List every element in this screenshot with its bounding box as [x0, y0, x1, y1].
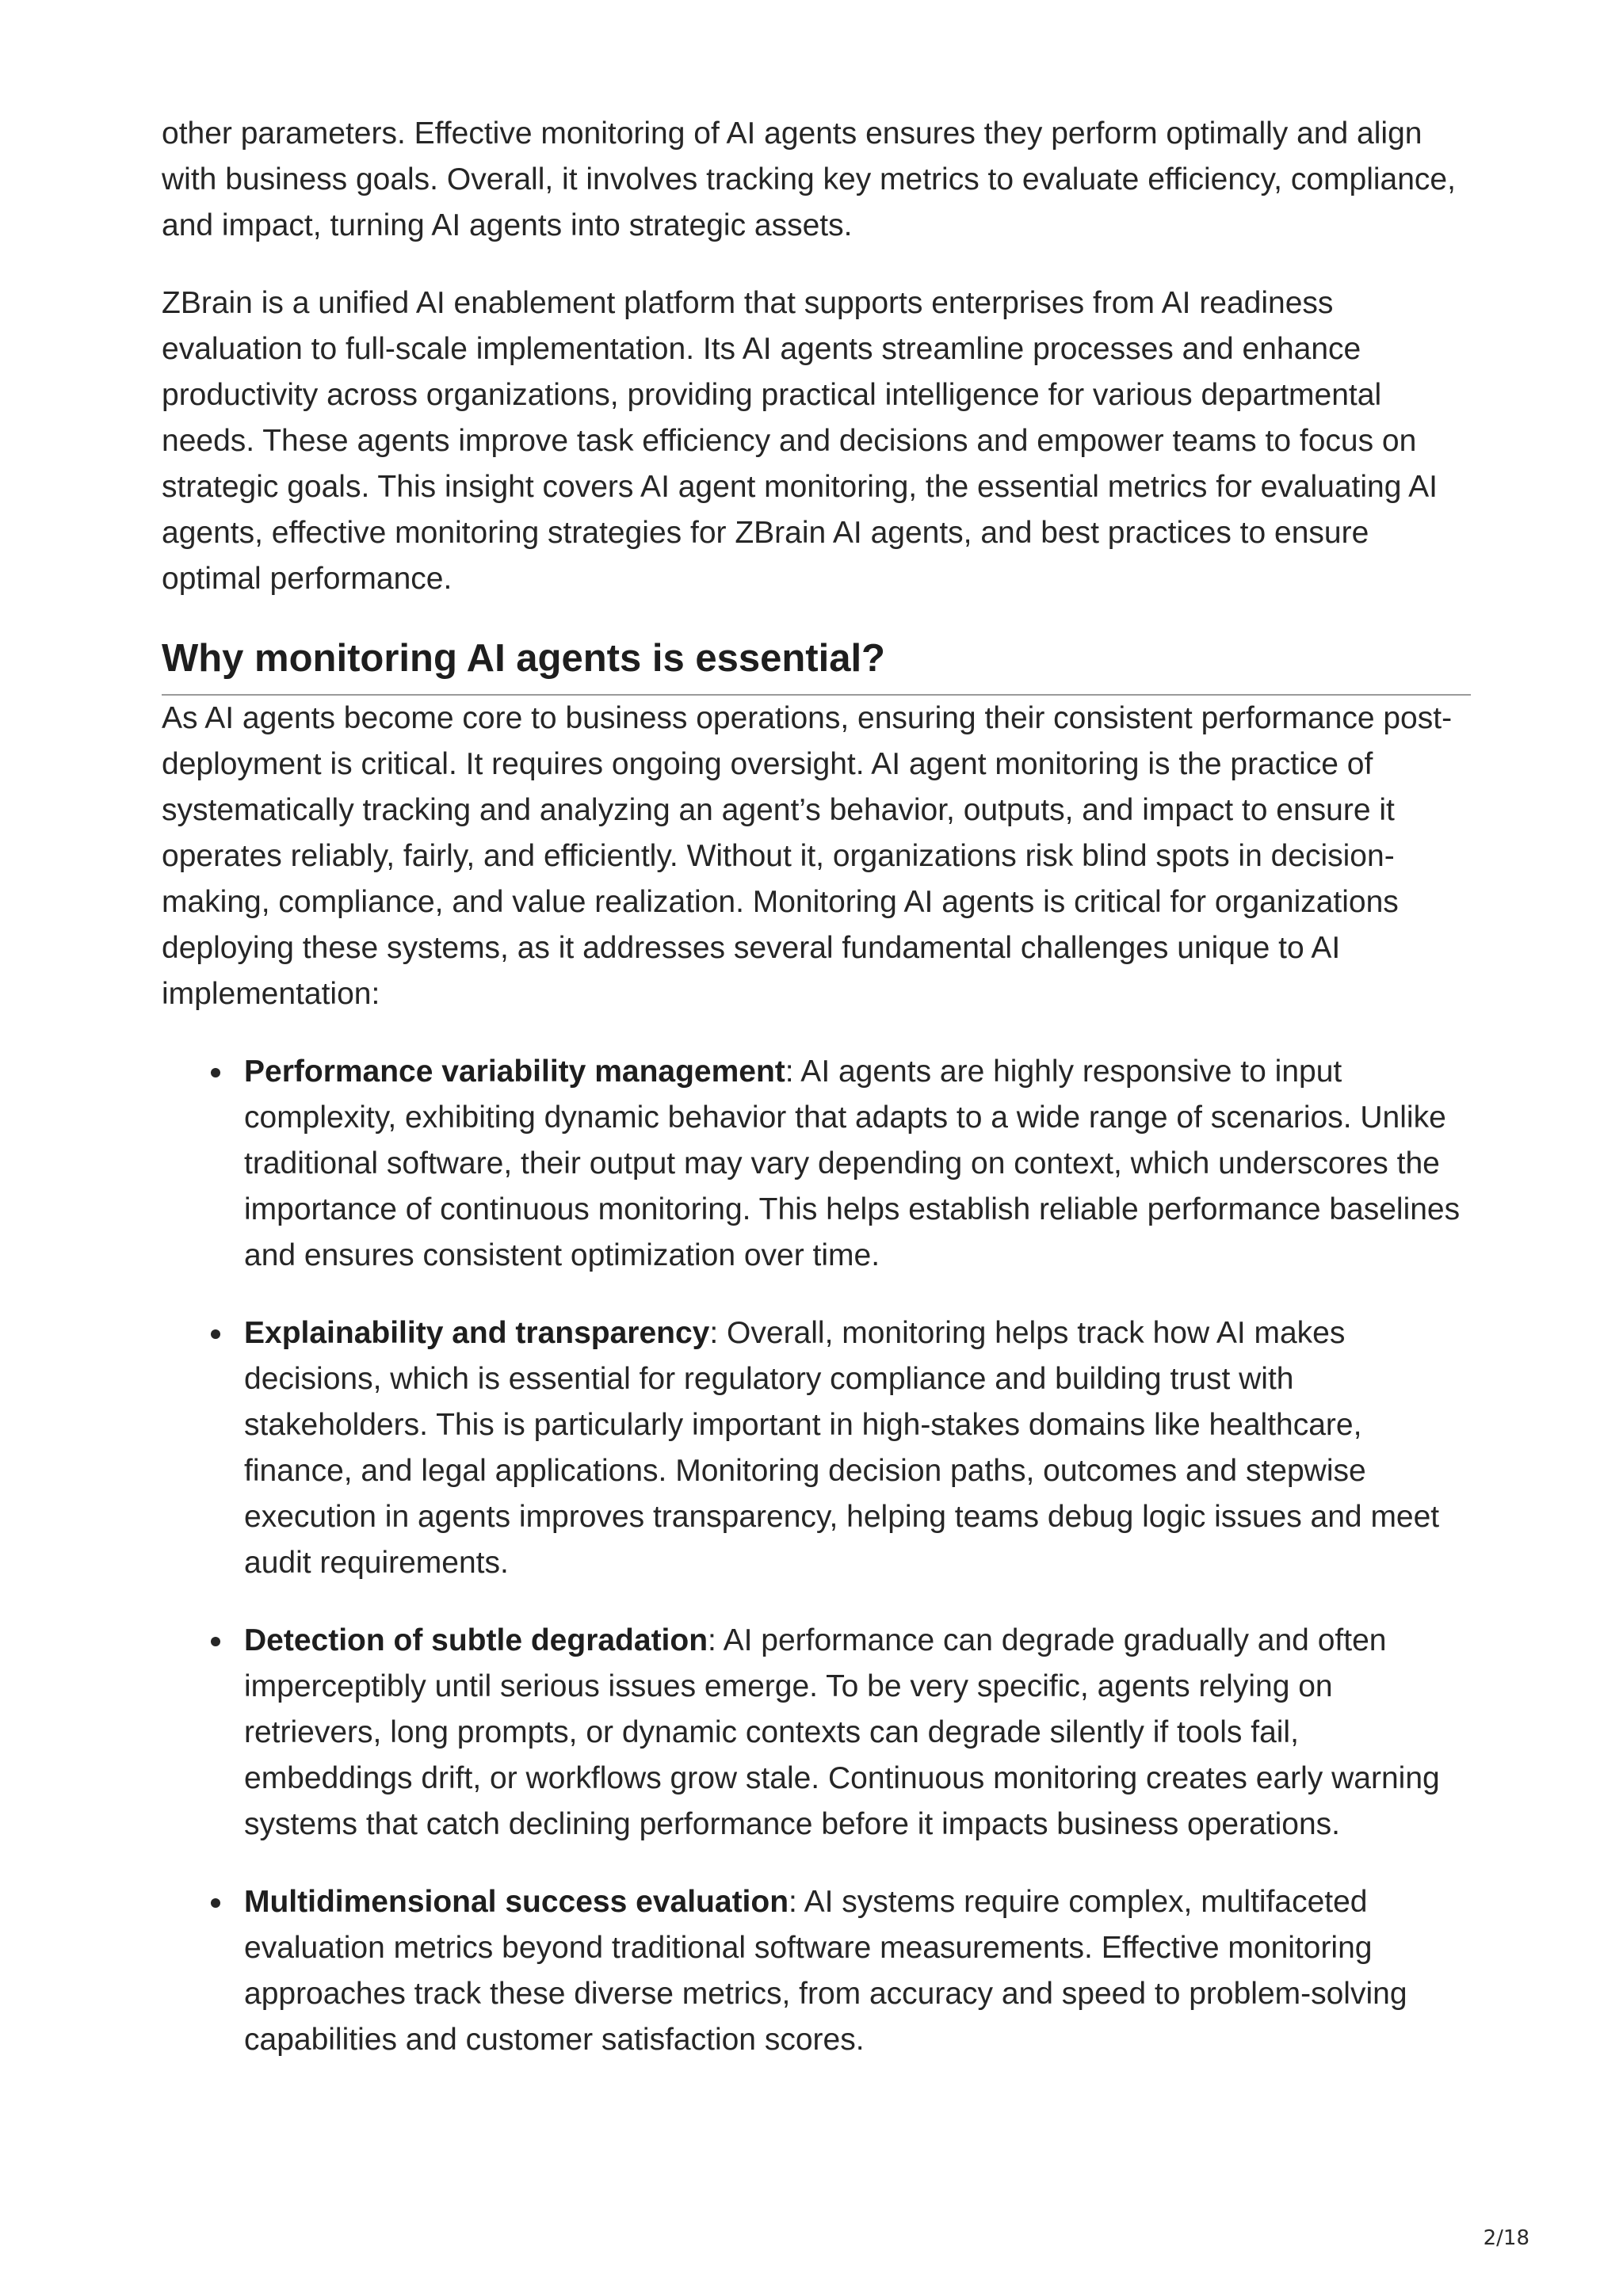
list-item-term: Detection of subtle degradation	[244, 1623, 708, 1657]
bullet-dot-icon	[211, 1637, 220, 1646]
bullet-dot-icon	[211, 1068, 220, 1077]
list-item	[244, 1310, 1471, 1586]
bullet-dot-icon	[211, 1898, 220, 1908]
list-item-text: : Overall, monitoring helps track how AI makes decisions, which is essential for regulatory compliance and building trust with stakeholders. This is particularly important in high-stakes domains like healthcare, finance, and legal applications. Monitoring decision paths, outcomes and stepwise execution in agents improves transparency, helping teams debug logic issues and meet audit requirements.	[244, 1316, 1440, 1580]
intro-paragraph-2: ZBrain is a unified AI enablement platform that supports enterprises from AI readiness evaluation to full-scale implementation. Its AI agents streamline processes and enhance productivity across organizations, providing practical intelligence for various departmental needs. These agents improve task efficiency and decisions and empower teams to focus on strategic goals. This insight covers AI agent monitoring, the essential metrics for evaluating AI agents, effective monitoring strategies for ZBrain AI agents, and best practices to ensure optimal performance.	[162, 286, 1438, 596]
list-item-text: : AI performance can degrade gradually and often imperceptibly until serious issues emerge. To be very specific, agents relying on retrievers, long prompts, or dynamic contexts can degrade silently if tools fail, embeddings drift, or workflows grow stale. Continuous monitoring creates early warning systems that catch declining performance before it impacts business operations.	[244, 1623, 1440, 1841]
list-item	[244, 1049, 1471, 1279]
list-item	[244, 1879, 1471, 2063]
bullet-dot-icon	[211, 1329, 220, 1339]
list-item	[244, 1618, 1471, 1848]
page-number: 2/18	[1483, 2226, 1529, 2250]
list-item-term: Performance variability management	[244, 1055, 785, 1089]
section-paragraph: As AI agents become core to business operations, ensuring their consistent performance post-deployment is critical. It requires ongoing oversight. AI agent monitoring is the practice of systematically tracking and analyzing an agent’s behavior, outputs, and impact to ensure it operates reliably, fairly, and efficiently. Without it, organizations risk blind spots in decision-making, compliance, and value realization. Monitoring AI agents is critical for organizations deploying these systems, as it addresses several fundamental challenges unique to AI implementation:	[162, 701, 1453, 1011]
intro-paragraph-1: other parameters. Effective monitoring of AI agents ensures they perform optimally and align with business goals. Overall, it involves tracking key metrics to evaluate efficiency, compliance, and impact, turning AI agents into strategic assets.	[162, 116, 1456, 242]
section-heading: Why monitoring AI agents is essential?	[162, 634, 1471, 696]
list-item-term: Multidimensional success evaluation	[244, 1885, 789, 1919]
list-item-text: : AI agents are highly responsive to input complexity, exhibiting dynamic behavior that adapts to a wide range of scenarios. Unlike traditional software, their output may vary depending on context, which underscores the importance of continuous monitoring. This helps establish reliable performance baselines and ensures consistent optimization over time.	[244, 1055, 1461, 1272]
challenges-list	[162, 1049, 1471, 2063]
list-item-term: Explainability and transparency	[244, 1316, 710, 1350]
list-item-text: : AI systems require complex, multifaceted evaluation metrics beyond traditional software measurements. Effective monitoring approaches track these diverse metrics, from accuracy and speed to problem-solving capabilities and customer satisfaction scores.	[244, 1885, 1407, 2057]
document-page	[162, 111, 1471, 2095]
